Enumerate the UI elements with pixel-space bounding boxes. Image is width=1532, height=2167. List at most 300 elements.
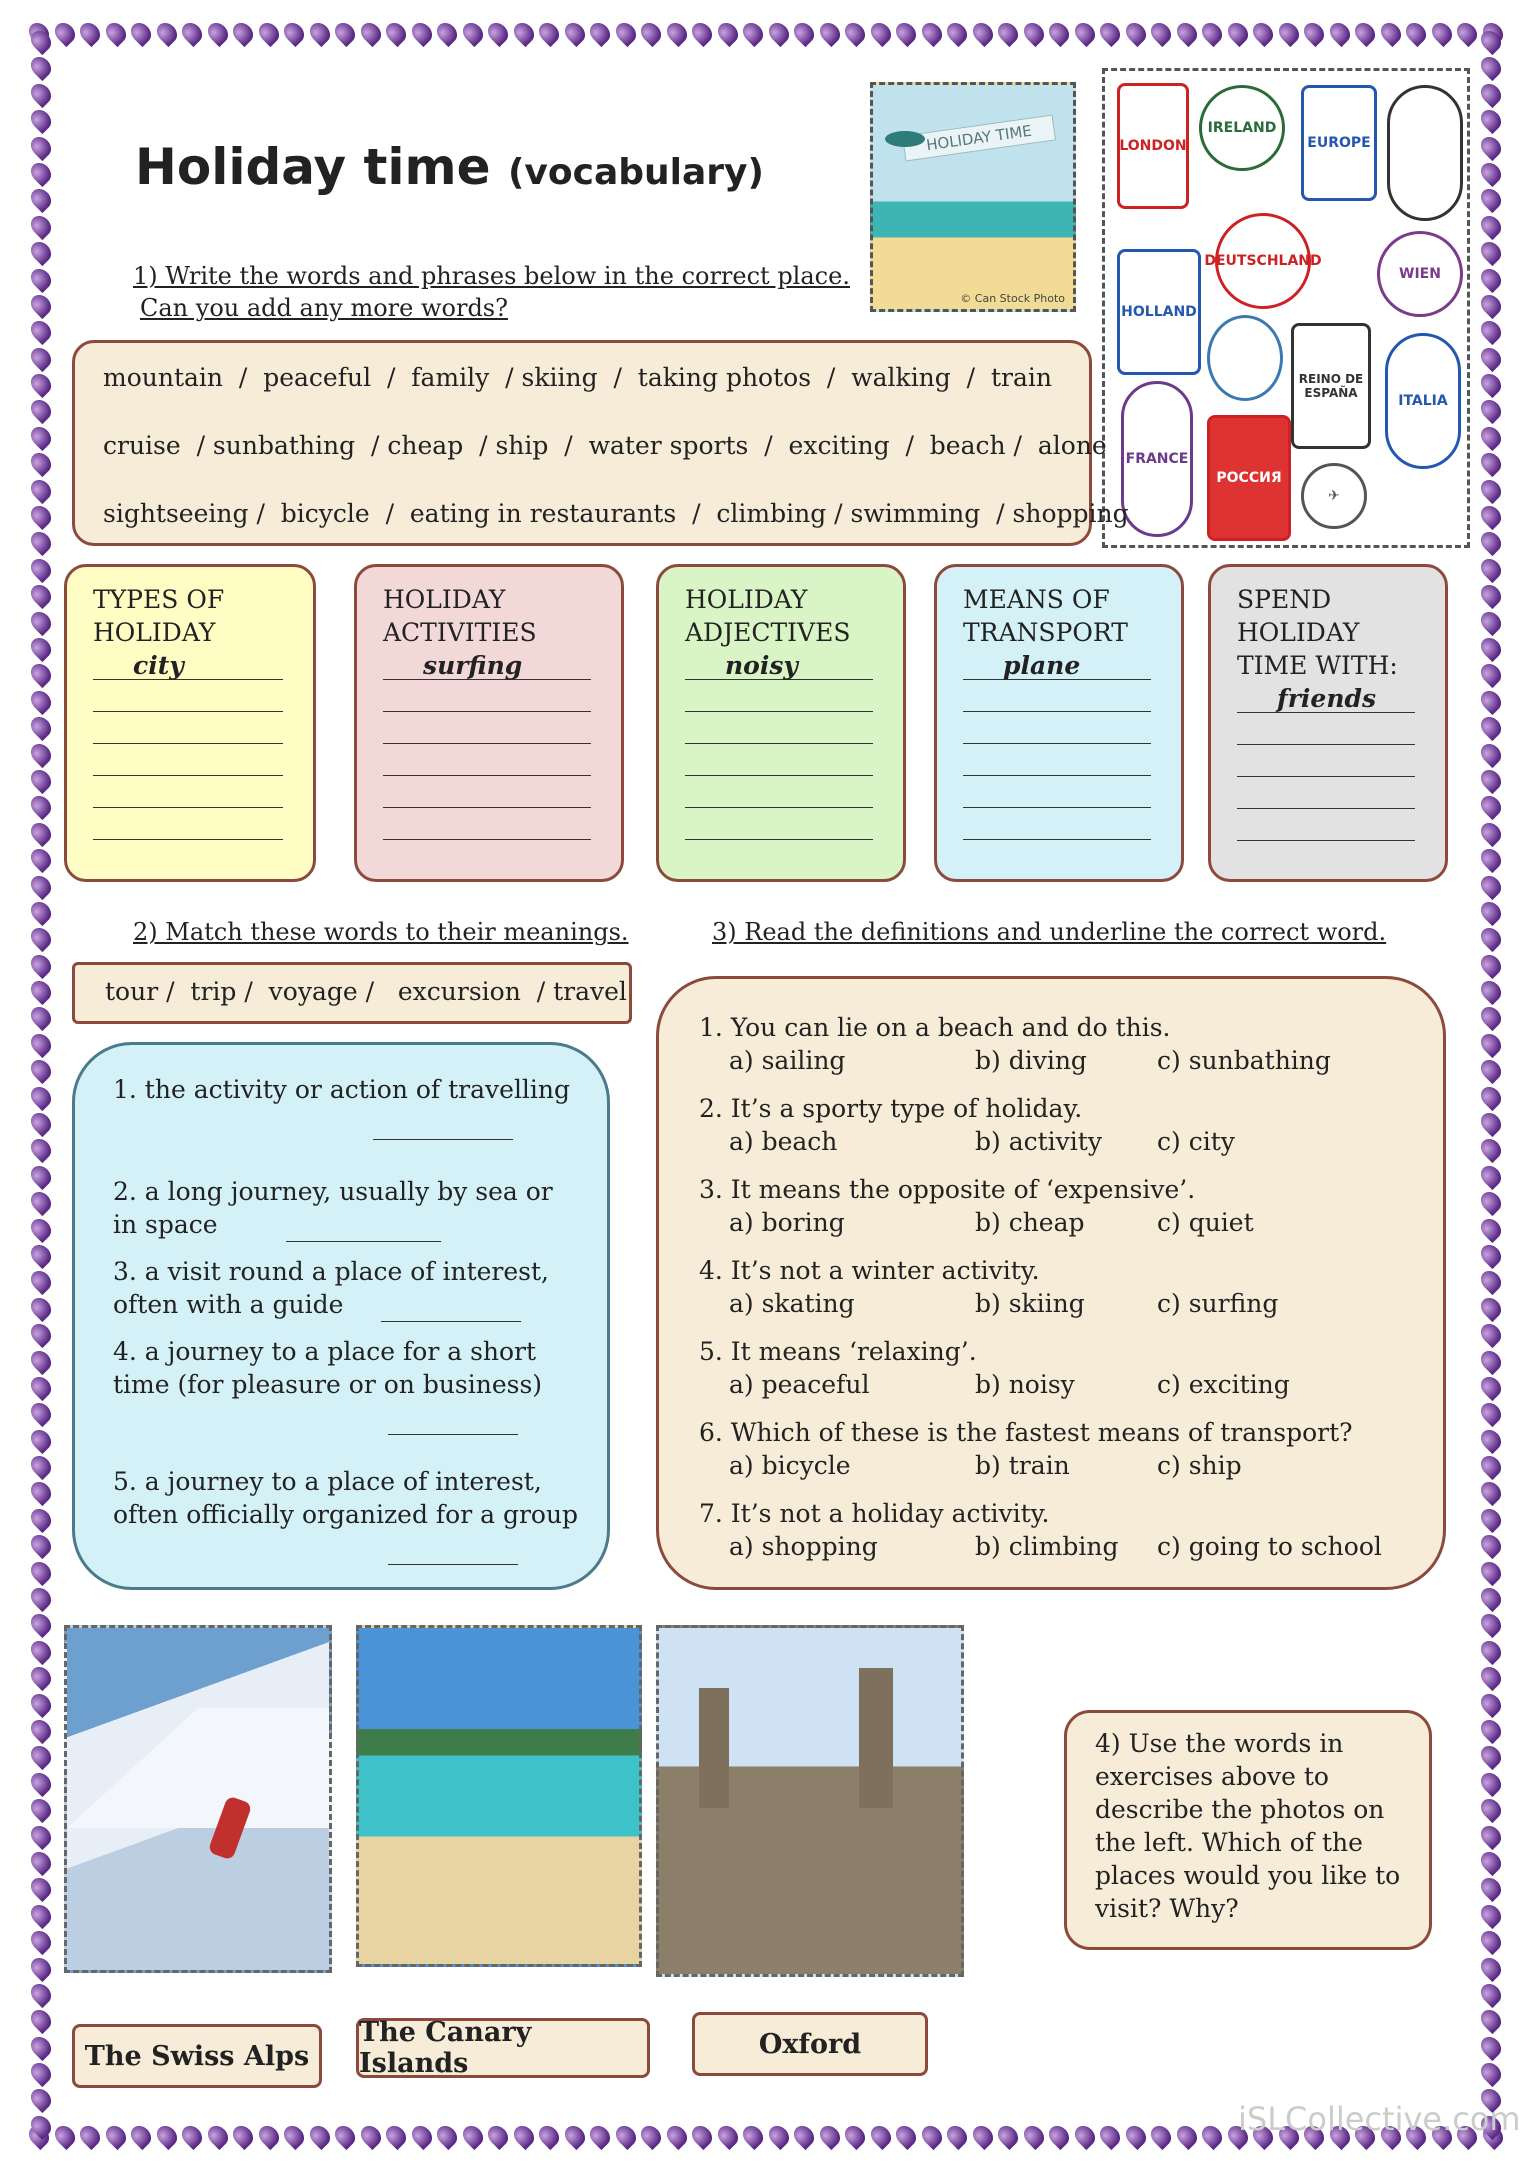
category-example: city [133,651,184,680]
balloon-icon [254,2122,282,2150]
exercise3-question [699,1011,1419,1077]
balloon-icon [254,19,282,47]
option-a[interactable]: a) boring [729,1208,845,1237]
balloon-icon [1477,1214,1505,1242]
balloon-icon [1147,2122,1175,2150]
option-c[interactable]: c) exciting [1157,1370,1290,1399]
balloon-icon [1477,502,1505,530]
balloon-icon [27,1267,55,1295]
word-bank [72,340,1129,546]
balloon-icon [229,2122,257,2150]
balloon-icon [1325,19,1353,47]
balloon-icon [790,19,818,47]
balloon-icon [1477,1637,1505,1665]
balloon-icon [27,1056,55,1084]
balloon-icon [1121,2122,1149,2150]
balloon-icon [1045,19,1073,47]
balloon-icon [1477,1610,1505,1638]
answer-line[interactable] [1237,777,1415,809]
balloon-icon [713,2122,741,2150]
balloon-icon [764,2122,792,2150]
balloon-icon [866,2122,894,2150]
balloon-icon [1477,291,1505,319]
stamp-holland: HOLLAND [1117,249,1201,375]
balloon-icon [1477,1927,1505,1955]
question-text: 1. You can lie on a beach and do this. [699,1013,1171,1042]
balloon-icon [152,19,180,47]
balloon-icon [27,951,55,979]
answer-line[interactable] [383,744,591,776]
balloon-icon [27,132,55,160]
answer-line[interactable] [963,680,1151,712]
balloon-icon [152,2122,180,2150]
answer-line[interactable] [963,776,1151,808]
balloon-icon [1249,19,1277,47]
balloon-icon [1477,1478,1505,1506]
option-a[interactable]: a) skating [729,1289,855,1318]
balloon-icon [27,185,55,213]
balloon-icon [27,660,55,688]
balloon-icon [458,19,486,47]
plane-icon [885,131,925,147]
option-c[interactable]: c) quiet [1157,1208,1254,1237]
option-c[interactable]: c) surfing [1157,1289,1279,1318]
balloon-icon [27,1003,55,1031]
balloon-icon [27,212,55,240]
balloon-icon [305,19,333,47]
balloon-icon [27,2006,55,2034]
balloon-icon [1477,1742,1505,1770]
option-c[interactable]: c) going to school [1157,1532,1382,1561]
exercise1-instruction-2: Can you add any more words? [140,294,508,322]
balloon-icon [27,555,55,583]
answer-line[interactable] [383,680,591,712]
balloon-icon [1477,159,1505,187]
balloon-icon [27,1426,55,1454]
balloon-icon [1477,898,1505,926]
balloon-icon [27,1716,55,1744]
balloon-icon [892,19,920,47]
balloon-icon [178,2122,206,2150]
exercise1-instruction: 1) Write the words and phrases below in the correct place. [133,262,850,290]
stamp-ireland: IRELAND [1199,85,1285,171]
balloon-icon [1477,1769,1505,1797]
exercise2-item: 5. a journey to a place of interest, often officially organized for a group [113,1465,583,1565]
balloon-icon [1477,238,1505,266]
balloon-icon [27,1663,55,1691]
balloon-icon [892,2122,920,2150]
answer-line[interactable] [963,712,1151,744]
balloon-icon [331,2122,359,2150]
answer-blank[interactable] [388,1531,518,1565]
balloon-icon [1477,185,1505,213]
postcard-credit: © Can Stock Photo [960,292,1065,305]
answer-line[interactable] [93,712,283,744]
balloon-icon [841,19,869,47]
balloon-icon [1477,1980,1505,2008]
balloon-icon [382,19,410,47]
balloon-icon [1402,19,1430,47]
balloon-icon [1198,2122,1226,2150]
balloon-icon [1477,1399,1505,1427]
option-b[interactable]: b) diving [975,1046,1087,1075]
balloon-icon [688,19,716,47]
option-a[interactable]: a) sailing [729,1046,846,1075]
balloon-icon [1477,687,1505,715]
balloon-icon [1172,19,1200,47]
balloon-icon [1427,19,1455,47]
balloon-icon [1477,344,1505,372]
balloon-icon [27,27,55,55]
balloon-icon [27,687,55,715]
balloon-icon [841,2122,869,2150]
balloon-icon [1477,1373,1505,1401]
exercise3-question [699,1497,1419,1563]
balloon-icon [27,792,55,820]
option-b[interactable]: b) climbing [975,1532,1119,1561]
balloon-icon [1477,713,1505,741]
balloon-icon [1198,19,1226,47]
answer-blank[interactable] [373,1106,513,1140]
balloon-icon [1477,845,1505,873]
balloon-icon [433,19,461,47]
balloon-icon [27,1980,55,2008]
balloon-icon [943,19,971,47]
balloon-icon [27,2059,55,2087]
answer-line[interactable] [383,712,591,744]
answer-line[interactable] [685,680,873,712]
balloon-icon [27,1901,55,1929]
balloon-icon [27,2085,55,2113]
option-b[interactable]: b) skiing [975,1289,1085,1318]
balloon-icon [27,502,55,530]
exercise2-item: 2. a long journey, usually by sea or in space [113,1175,583,1242]
balloon-icon [27,344,55,372]
balloon-icon [1477,264,1505,292]
stamp-espana: REINO DE ESPAÑA [1291,323,1371,449]
answer-blank[interactable] [381,1288,521,1322]
balloon-icon [535,19,563,47]
balloon-icon [27,766,55,794]
stamp-horse [1207,315,1283,401]
balloon-icon [27,159,55,187]
balloon-icon [27,898,55,926]
balloon-icon [27,1531,55,1559]
balloon-icon [1172,2122,1200,2150]
balloon-icon [611,2122,639,2150]
balloon-icon [1477,132,1505,160]
balloon-icon [1477,449,1505,477]
balloon-icon [27,1241,55,1269]
balloon-icon [280,2122,308,2150]
balloon-icon [27,1637,55,1665]
example-line[interactable] [383,649,591,680]
exercise3-instruction: 3) Read the definitions and underline the correct word. [712,918,1387,946]
example-line[interactable] [93,649,283,680]
answer-line[interactable] [1237,713,1415,745]
stamp-europe: EUROPE [1301,85,1377,201]
balloon-icon [1223,19,1251,47]
balloon-icon [356,19,384,47]
answer-line[interactable] [383,776,591,808]
balloon-icon [433,2122,461,2150]
balloon-icon [1121,19,1149,47]
exercise2-item: 4. a journey to a place for a short time (for pleasure or on business) [113,1335,573,1435]
option-a[interactable]: a) bicycle [729,1451,851,1480]
balloon-icon [688,2122,716,2150]
photo-label: Oxford [692,2012,928,2076]
balloon-icon [27,2112,55,2140]
balloon-icon [203,2122,231,2150]
category-box [656,564,906,882]
option-c[interactable]: c) ship [1157,1451,1242,1480]
balloon-icon [484,19,512,47]
photo-oxford [656,1625,964,1977]
question-text: 6. Which of these is the fastest means of transport? [699,1418,1353,1447]
balloon-icon [27,1927,55,1955]
balloon-icon [27,845,55,873]
balloon-icon [1019,19,1047,47]
exercise3-question [699,1416,1419,1482]
balloon-icon [1477,951,1505,979]
balloon-icon [1477,475,1505,503]
option-b[interactable]: b) activity [975,1127,1102,1156]
question-text: 2. It’s a sporty type of holiday. [699,1094,1083,1123]
exercise4-box: 4) Use the words in exercises above to describe the photos on the left. Which of the places would you like to visit? Why? [1064,1710,1432,1950]
balloon-icon [27,977,55,1005]
balloon-icon [586,2122,614,2150]
balloon-icon [27,396,55,424]
balloon-icon [1477,1135,1505,1163]
watermark: iSLCollective.com [1238,2100,1521,2138]
balloon-icon [1477,317,1505,345]
balloon-icon [1477,1109,1505,1137]
balloon-icon [1477,1953,1505,1981]
postcard-illustration [870,82,1076,312]
balloon-icon [943,2122,971,2150]
balloon-icon [1477,924,1505,952]
balloon-icon [611,19,639,47]
page-subtitle: (vocabulary) [507,152,764,193]
balloon-icon [229,19,257,47]
balloon-icon [1477,739,1505,767]
option-b[interactable]: b) cheap [975,1208,1085,1237]
balloon-icon [662,2122,690,2150]
balloon-icon [27,1135,55,1163]
exercise3-question [699,1173,1419,1239]
balloon-icon [917,2122,945,2150]
balloon-icon [1477,1558,1505,1586]
example-line[interactable] [963,649,1151,680]
balloon-icon [560,19,588,47]
balloon-icon [662,19,690,47]
balloon-icon [968,2122,996,2150]
question-text: 4. It’s not a winter activity. [699,1256,1040,1285]
balloon-icon [1477,1188,1505,1216]
balloon-icon [1376,19,1404,47]
balloon-icon [27,1848,55,1876]
balloon-icon [1477,27,1505,55]
word-bank-line: cruise / sunbathing / cheap / ship / water sports / exciting / beach / alone [103,431,1107,460]
balloon-icon [27,423,55,451]
balloon-icon [739,2122,767,2150]
balloon-icon [509,19,537,47]
balloon-icon [27,528,55,556]
exercise2-word-bank: tour / trip / voyage / excursion / travel [72,962,632,1024]
balloon-icon [27,80,55,108]
balloon-icon [1477,1874,1505,1902]
option-c[interactable]: c) city [1157,1127,1235,1156]
balloon-icon [27,370,55,398]
balloon-icon [27,1584,55,1612]
word-bank-line: mountain / peaceful / family / skiing / taking photos / walking / train [103,363,1052,392]
balloon-icon [27,475,55,503]
balloon-icon [27,871,55,899]
balloon-icon [27,1874,55,1902]
balloon-icon [1070,2122,1098,2150]
stamp-france: FRANCE [1121,381,1193,537]
exercise2-item: 1. the activity or action of travelling [113,1073,573,1140]
answer-line[interactable] [685,712,873,744]
balloon-icon [1477,977,1505,1005]
balloon-icon [1477,1162,1505,1190]
category-box [64,564,316,882]
answer-line[interactable] [1237,745,1415,777]
stamps-collage [1102,68,1470,548]
answer-line[interactable] [1237,809,1415,841]
balloon-icon [637,19,665,47]
balloon-icon [27,1188,55,1216]
balloon-icon [586,19,614,47]
example-line[interactable] [1237,682,1415,713]
balloon-icon [203,19,231,47]
balloon-icon [1274,19,1302,47]
word-bank-line: sightseeing / bicycle / eating in restaurants / climbing / swimming / shopping [103,499,1129,528]
balloon-icon [27,1505,55,1533]
category-example: friends [1277,684,1377,713]
answer-line[interactable] [685,744,873,776]
balloon-icon [27,1399,55,1427]
stamp-airplane: ✈ [1301,463,1367,529]
balloon-icon [1477,80,1505,108]
answer-line[interactable] [383,808,591,840]
balloon-icon [1477,1030,1505,1058]
balloon-icon [1477,819,1505,847]
answer-line[interactable] [685,808,873,840]
balloon-icon [27,1689,55,1717]
answer-blank[interactable] [286,1208,441,1242]
balloon-icon [1477,1795,1505,1823]
category-example: surfing [423,651,523,680]
balloon-icon [458,2122,486,2150]
balloon-icon [917,19,945,47]
balloon-icon [407,2122,435,2150]
photo-label: The Canary Islands [356,2018,650,2078]
answer-line[interactable] [963,808,1151,840]
option-b[interactable]: b) train [975,1451,1070,1480]
answer-line[interactable] [93,776,283,808]
balloon-icon [1477,1082,1505,1110]
balloon-icon [1477,2033,1505,2061]
top-border [30,22,1502,52]
balloon-icon [1045,2122,1073,2150]
balloon-icon [27,1795,55,1823]
balloon-icon [1477,396,1505,424]
balloon-icon [1477,634,1505,662]
balloon-icon [27,1558,55,1586]
balloon-icon [1477,1294,1505,1322]
right-border [1476,30,1506,2137]
question-text: 3. It means the opposite of ‘expensive’. [699,1175,1196,1204]
balloon-icon [27,1610,55,1638]
balloon-icon [27,634,55,662]
category-heading: MEANS OF TRANSPORT [963,585,1128,647]
balloon-icon [27,819,55,847]
balloon-icon [1477,581,1505,609]
balloon-icon [407,19,435,47]
example-line[interactable] [685,649,873,680]
balloon-icon [27,1030,55,1058]
balloon-icon [1477,1241,1505,1269]
answer-line[interactable] [93,744,283,776]
option-a[interactable]: a) peaceful [729,1370,870,1399]
balloon-icon [76,19,104,47]
balloon-icon [27,53,55,81]
answer-blank[interactable] [388,1401,518,1435]
balloon-icon [27,1320,55,1348]
balloon-icon [1351,19,1379,47]
option-b[interactable]: b) noisy [975,1370,1075,1399]
balloon-icon [815,19,843,47]
balloon-icon [1477,1716,1505,1744]
balloon-icon [994,19,1022,47]
exercise3-question [699,1335,1419,1401]
balloon-icon [1477,370,1505,398]
balloon-icon [1477,1267,1505,1295]
answer-line[interactable] [963,744,1151,776]
question-text: 5. It means ‘relaxing’. [699,1337,977,1366]
balloon-icon [27,449,55,477]
balloon-icon [1477,528,1505,556]
option-c[interactable]: c) sunbathing [1157,1046,1331,1075]
answer-line[interactable] [685,776,873,808]
category-example: plane [1003,651,1081,680]
balloon-icon [994,2122,1022,2150]
balloon-icon [560,2122,588,2150]
balloon-icon [1300,19,1328,47]
exercise2-item: 3. a visit round a place of interest, often with a guide [113,1255,583,1322]
balloon-icon [1477,53,1505,81]
balloon-icon [1477,792,1505,820]
balloon-icon [178,19,206,47]
balloon-icon [1070,19,1098,47]
balloon-icon [1477,871,1505,899]
balloon-icon [1477,1346,1505,1374]
option-a[interactable]: a) beach [729,1127,838,1156]
answer-line[interactable] [93,808,283,840]
photo-swiss-alps [64,1625,332,1973]
answer-line[interactable] [93,680,283,712]
category-heading: HOLIDAY ADJECTIVES [685,585,851,647]
balloon-icon [1096,2122,1124,2150]
category-heading: SPEND HOLIDAY TIME WITH: [1237,585,1398,680]
option-a[interactable]: a) shopping [729,1532,878,1561]
postcard-banner: HOLIDAY TIME [902,115,1056,162]
balloon-icon [1147,19,1175,47]
balloon-icon [27,924,55,952]
balloon-icon [1477,1584,1505,1612]
category-example: noisy [725,651,798,680]
